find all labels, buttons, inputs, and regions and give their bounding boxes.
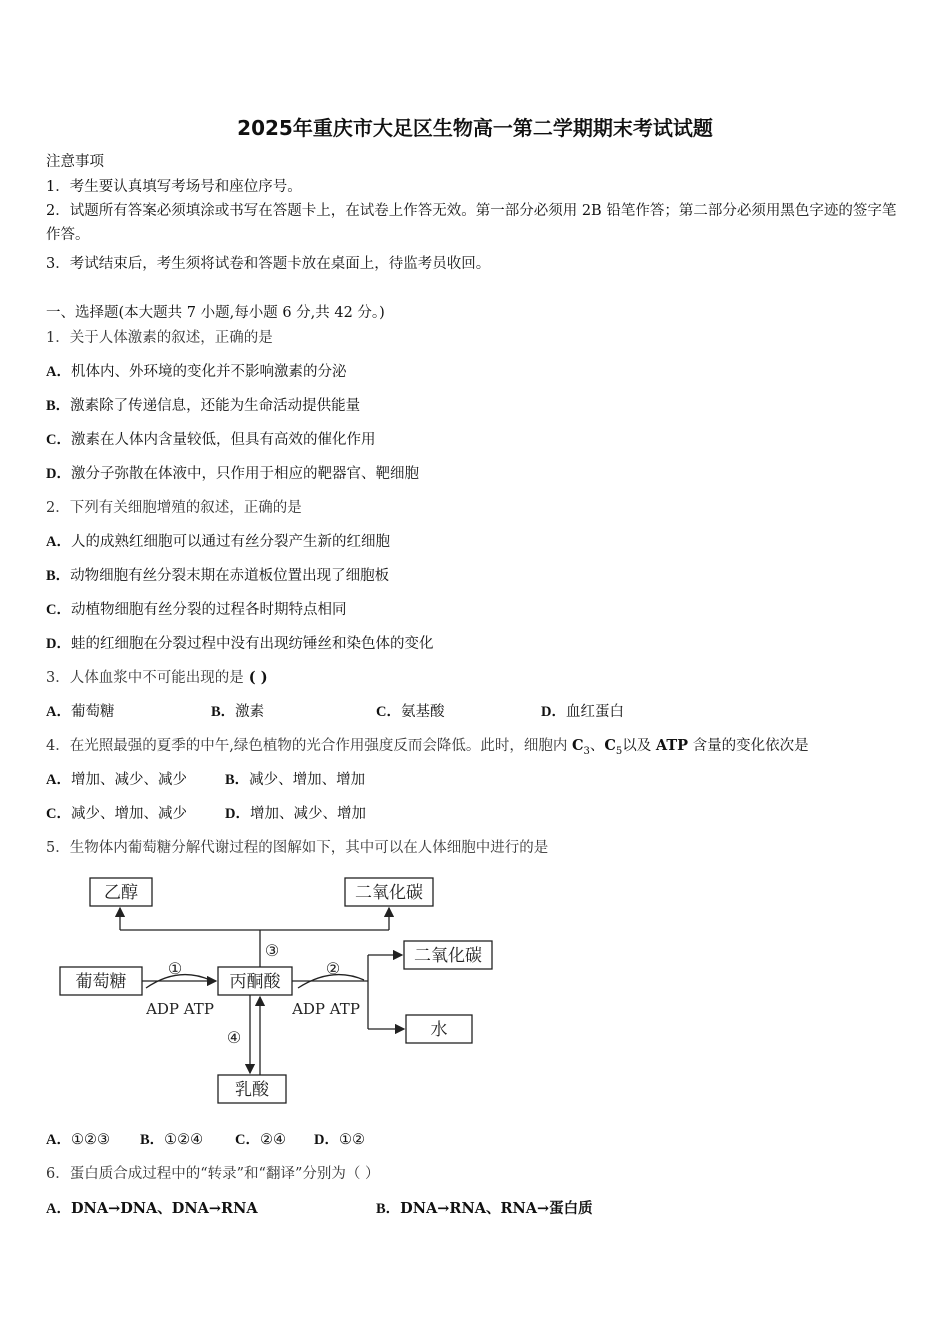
metabolism-diagram <box>50 868 510 1108</box>
label-co2-right: 二氧化碳 <box>414 946 482 966</box>
option: C．氨基酸 <box>376 704 445 720</box>
option: B．DNA→RNA、RNA→蛋白质 <box>376 1200 593 1217</box>
question-stem: 3．人体血浆中不可能出现的是 ( ) <box>46 669 268 686</box>
label-ethanol: 乙醇 <box>104 883 138 903</box>
step-1: ① <box>167 959 183 978</box>
option: C．动植物细胞有丝分裂的过程各时期特点相同 <box>46 602 347 618</box>
label-lactate: 乳酸 <box>235 1080 269 1100</box>
notice-item: 2．试题所有答案必须填涂或书写在答题卡上，在试卷上作答无效。第一部分必须用 2B 铅笔作答；第二部分必须用黑色字迹的签字笔作答。 <box>46 203 897 243</box>
option: D．激分子弥散在体液中，只作用于相应的靶器官、靶细胞 <box>46 466 419 482</box>
option: A．葡萄糖 <box>46 704 115 720</box>
option: B．①②④ <box>140 1132 204 1148</box>
notice-item: 3．考试结束后，考生须将试卷和答题卡放在桌面上，待监考员收回。 <box>46 256 491 272</box>
label-water: 水 <box>430 1020 448 1040</box>
section-heading: 一、选择题(本大题共 7 小题,每小题 6 分,共 42 分。) <box>46 305 385 321</box>
option: D．血红蛋白 <box>541 704 624 720</box>
option: A．机体内、外环境的变化并不影响激素的分泌 <box>46 364 347 380</box>
option: D．蛙的红细胞在分裂过程中没有出现纺锤丝和染色体的变化 <box>46 636 434 652</box>
option: B．减少、增加、增加 <box>225 772 366 788</box>
option: A．①②③ <box>46 1132 110 1148</box>
label-co2-top: 二氧化碳 <box>355 883 423 903</box>
option: B．动物细胞有丝分裂末期在赤道板位置出现了细胞板 <box>46 568 390 584</box>
notice-item: 1．考生要认真填写考场号和座位序号。 <box>46 179 302 195</box>
option: A．增加、减少、减少 <box>46 772 187 788</box>
step-3: ③ <box>264 941 280 960</box>
option: D．增加、减少、增加 <box>225 806 366 822</box>
adp-atp-1: ADP ATP <box>146 1000 214 1018</box>
page-title: 2025年重庆市大足区生物高一第二学期期末考试试题 <box>237 116 713 140</box>
step-2: ② <box>325 959 341 978</box>
option: A．人的成熟红细胞可以通过有丝分裂产生新的红细胞 <box>46 534 390 550</box>
label-pyruvate: 丙酮酸 <box>229 972 281 992</box>
question-stem: 1．关于人体激素的叙述，正确的是 <box>46 330 273 346</box>
option: B．激素除了传递信息，还能为生命活动提供能量 <box>46 398 361 414</box>
label-glucose: 葡萄糖 <box>75 972 127 992</box>
question-stem: 2．下列有关细胞增殖的叙述，正确的是 <box>46 500 302 516</box>
option: C．②④ <box>235 1132 286 1148</box>
step-4: ④ <box>226 1028 242 1047</box>
option: B．激素 <box>211 704 265 720</box>
adp-atp-2: ADP ATP <box>292 1000 360 1018</box>
option: A．DNA→DNA、DNA→RNA <box>46 1200 258 1217</box>
notice-heading: 注意事项 <box>46 154 104 170</box>
question-stem: 5．生物体内葡萄糖分解代谢过程的图解如下，其中可以在人体细胞中进行的是 <box>46 840 549 856</box>
option: D．①② <box>314 1132 365 1148</box>
question-stem: 6．蛋白质合成过程中的“转录”和“翻译”分别为（ ） <box>46 1166 380 1182</box>
option: C．减少、增加、减少 <box>46 806 187 822</box>
question-stem: 4．在光照最强的夏季的中午,绿色植物的光合作用强度反而会降低。此时，细胞内 $C_3$、$C_5$以及 ATP 含量的变化依次是 <box>46 737 809 757</box>
option: C．激素在人体内含量较低，但具有高效的催化作用 <box>46 432 376 448</box>
